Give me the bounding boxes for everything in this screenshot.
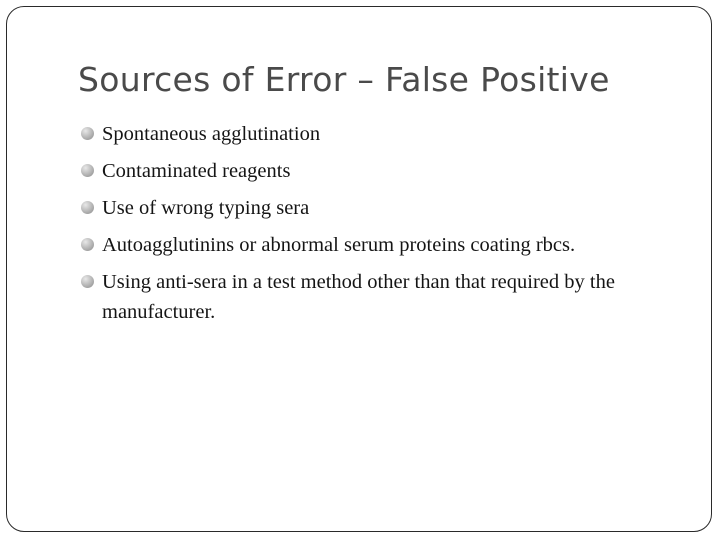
bullet-text: Use of wrong typing sera bbox=[102, 197, 310, 219]
bullet-dot-icon bbox=[81, 275, 94, 288]
bullet-list bbox=[80, 119, 670, 327]
bullet-text: Autoagglutinins or abnormal serum proteins coating rbcs. bbox=[102, 234, 576, 256]
bullet-dot-icon bbox=[81, 164, 94, 177]
bullet-item bbox=[80, 156, 670, 186]
bullet-text: Using anti-sera in a test method other than that required by the manufacturer. bbox=[102, 271, 615, 323]
bullet-dot-icon bbox=[81, 127, 94, 140]
bullet-item bbox=[80, 230, 670, 260]
bullet-item bbox=[80, 119, 670, 149]
bullet-item bbox=[80, 267, 670, 327]
bullet-text: Spontaneous agglutination bbox=[102, 123, 321, 145]
bullet-item bbox=[80, 193, 670, 223]
bullet-dot-icon bbox=[81, 238, 94, 251]
bullet-dot-icon bbox=[81, 201, 94, 214]
slide-title: Sources of Error – False Positive bbox=[78, 60, 610, 99]
bullet-text: Contaminated reagents bbox=[102, 160, 291, 182]
